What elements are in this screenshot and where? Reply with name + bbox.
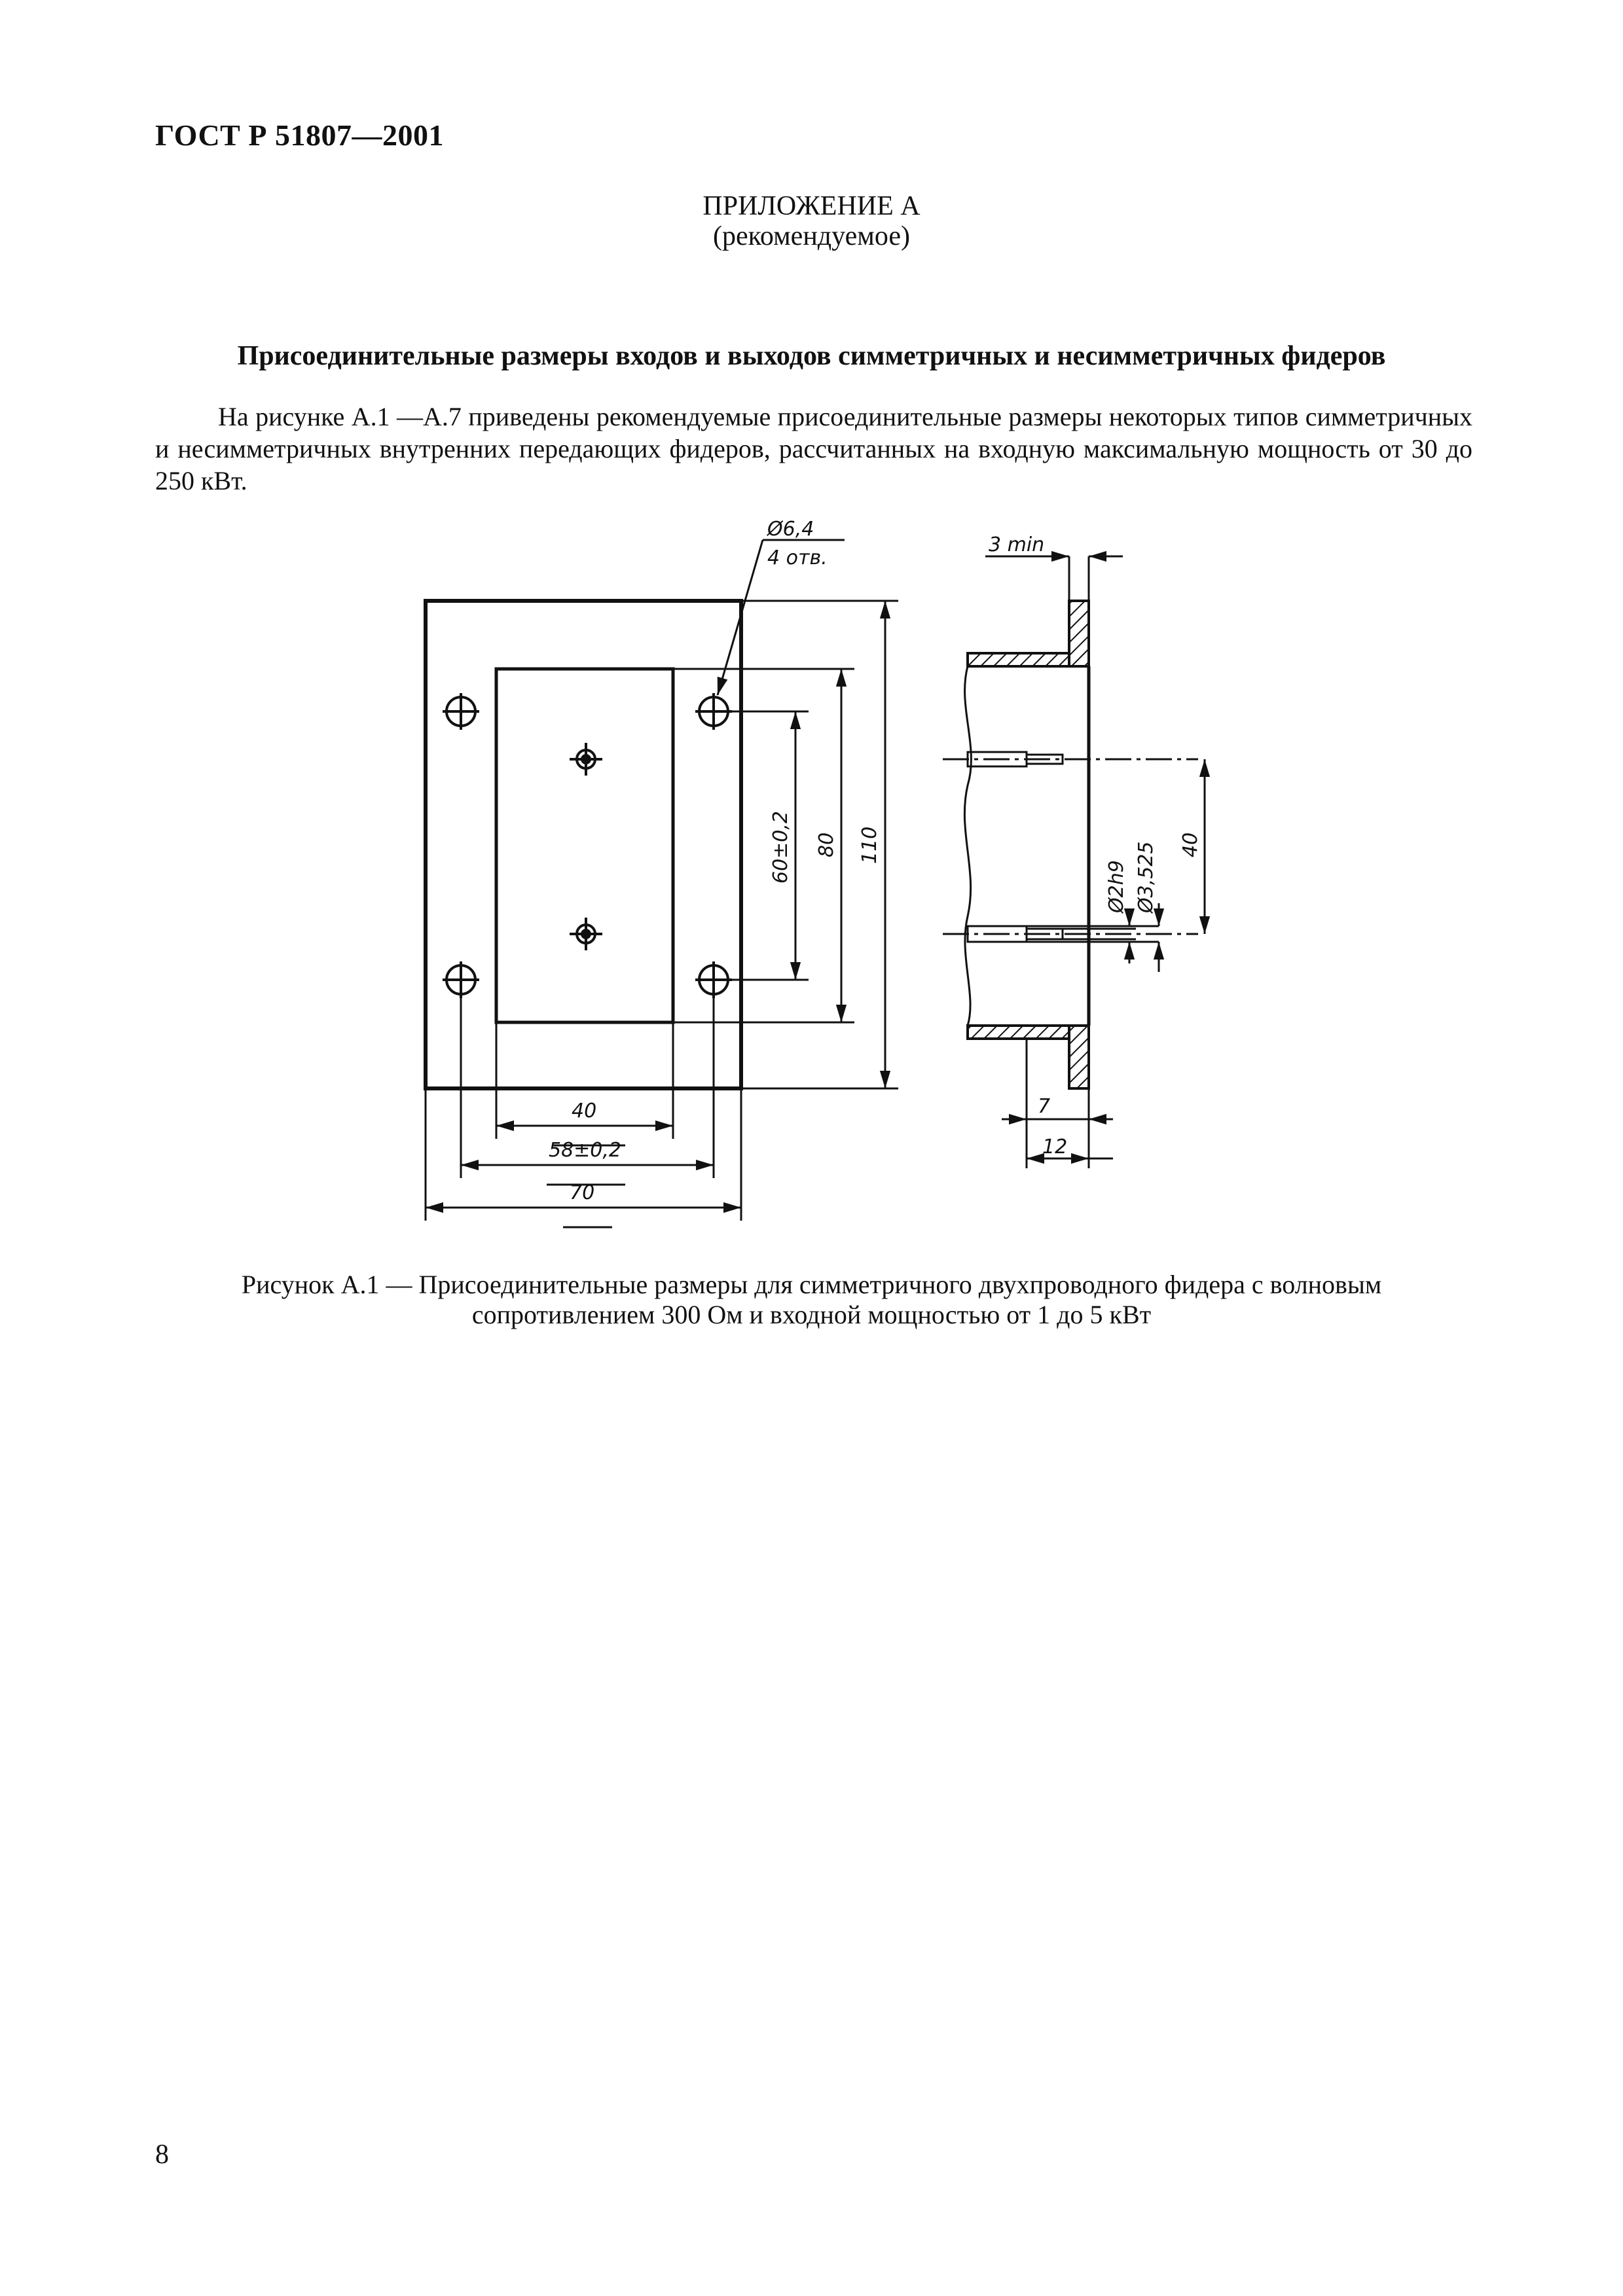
tube-bottom-hatch bbox=[968, 1026, 1069, 1039]
mounting-hole-bottom-left bbox=[443, 961, 479, 998]
dim-7-label: 7 bbox=[1038, 1095, 1051, 1118]
hole-count-label: 4 отв. bbox=[767, 547, 828, 569]
dim-3525-label: Ø3,525 bbox=[1135, 841, 1158, 913]
dim-60-label: 60±0,2 bbox=[769, 810, 792, 884]
dim-58-label: 58±0,2 bbox=[549, 1139, 622, 1162]
page-number: 8 bbox=[155, 2140, 169, 2170]
front-view bbox=[426, 540, 898, 1227]
dim-2h9-label: Ø2h9 bbox=[1105, 860, 1128, 913]
dim-110-label: 110 bbox=[858, 826, 881, 864]
dim-12-label: 12 bbox=[1042, 1136, 1068, 1158]
tube-top-hatch bbox=[968, 653, 1069, 666]
section-title: Присоединительные размеры входов и выходов симметричных и несимметричных фидеров bbox=[237, 341, 1386, 371]
intro-paragraph: На рисунке А.1 —А.7 приведены рекомендуемые присоединительные размеры некоторых типов симметричных и несимметричных внутренних передающих фидеров, рассчитанных на входную максимальную мощность от 30 до 250 кВт. bbox=[155, 402, 1472, 495]
dim-80-label: 80 bbox=[815, 832, 838, 857]
side-dimensions bbox=[985, 556, 1205, 1168]
inner-rectangle bbox=[496, 669, 673, 1022]
outer-plate bbox=[426, 601, 741, 1088]
appendix-title: ПРИЛОЖЕНИЕ А bbox=[702, 191, 921, 221]
dim-70-label: 70 bbox=[570, 1181, 595, 1204]
document-header: ГОСТ Р 51807—2001 bbox=[155, 118, 444, 152]
flange-bottom-hatch bbox=[1069, 1026, 1089, 1088]
figure-caption bbox=[0, 1270, 1623, 1330]
dim-3min-label: 3 min bbox=[989, 533, 1045, 556]
front-view-labels bbox=[549, 518, 881, 1204]
side-view bbox=[943, 556, 1205, 1168]
conductor-upper bbox=[943, 752, 1198, 766]
side-view-labels bbox=[989, 533, 1202, 1158]
mounting-hole-bottom-right bbox=[695, 961, 732, 998]
conductor-pin-lower bbox=[570, 918, 602, 950]
figure-caption-line1: Рисунок А.1 — Присоединительные размеры для симметричного двухпроводного фидера с волновым bbox=[241, 1270, 1382, 1299]
conductor-pin-upper bbox=[570, 743, 602, 776]
conductor-lower bbox=[943, 926, 1198, 942]
appendix-subtitle: (рекомендуемое) bbox=[713, 221, 910, 251]
dim-40-side-label: 40 bbox=[1179, 832, 1202, 857]
figure-caption-line2: сопротивлением 300 Ом и входной мощностью от 1 до 5 кВт bbox=[471, 1300, 1152, 1329]
mounting-hole-top-left bbox=[443, 693, 479, 730]
hole-dia-label: Ø6,4 bbox=[767, 518, 814, 541]
break-line bbox=[964, 666, 971, 1026]
flange-top-hatch bbox=[1069, 601, 1089, 666]
dim-40-label: 40 bbox=[572, 1100, 597, 1122]
mounting-hole-top-right bbox=[695, 693, 732, 730]
